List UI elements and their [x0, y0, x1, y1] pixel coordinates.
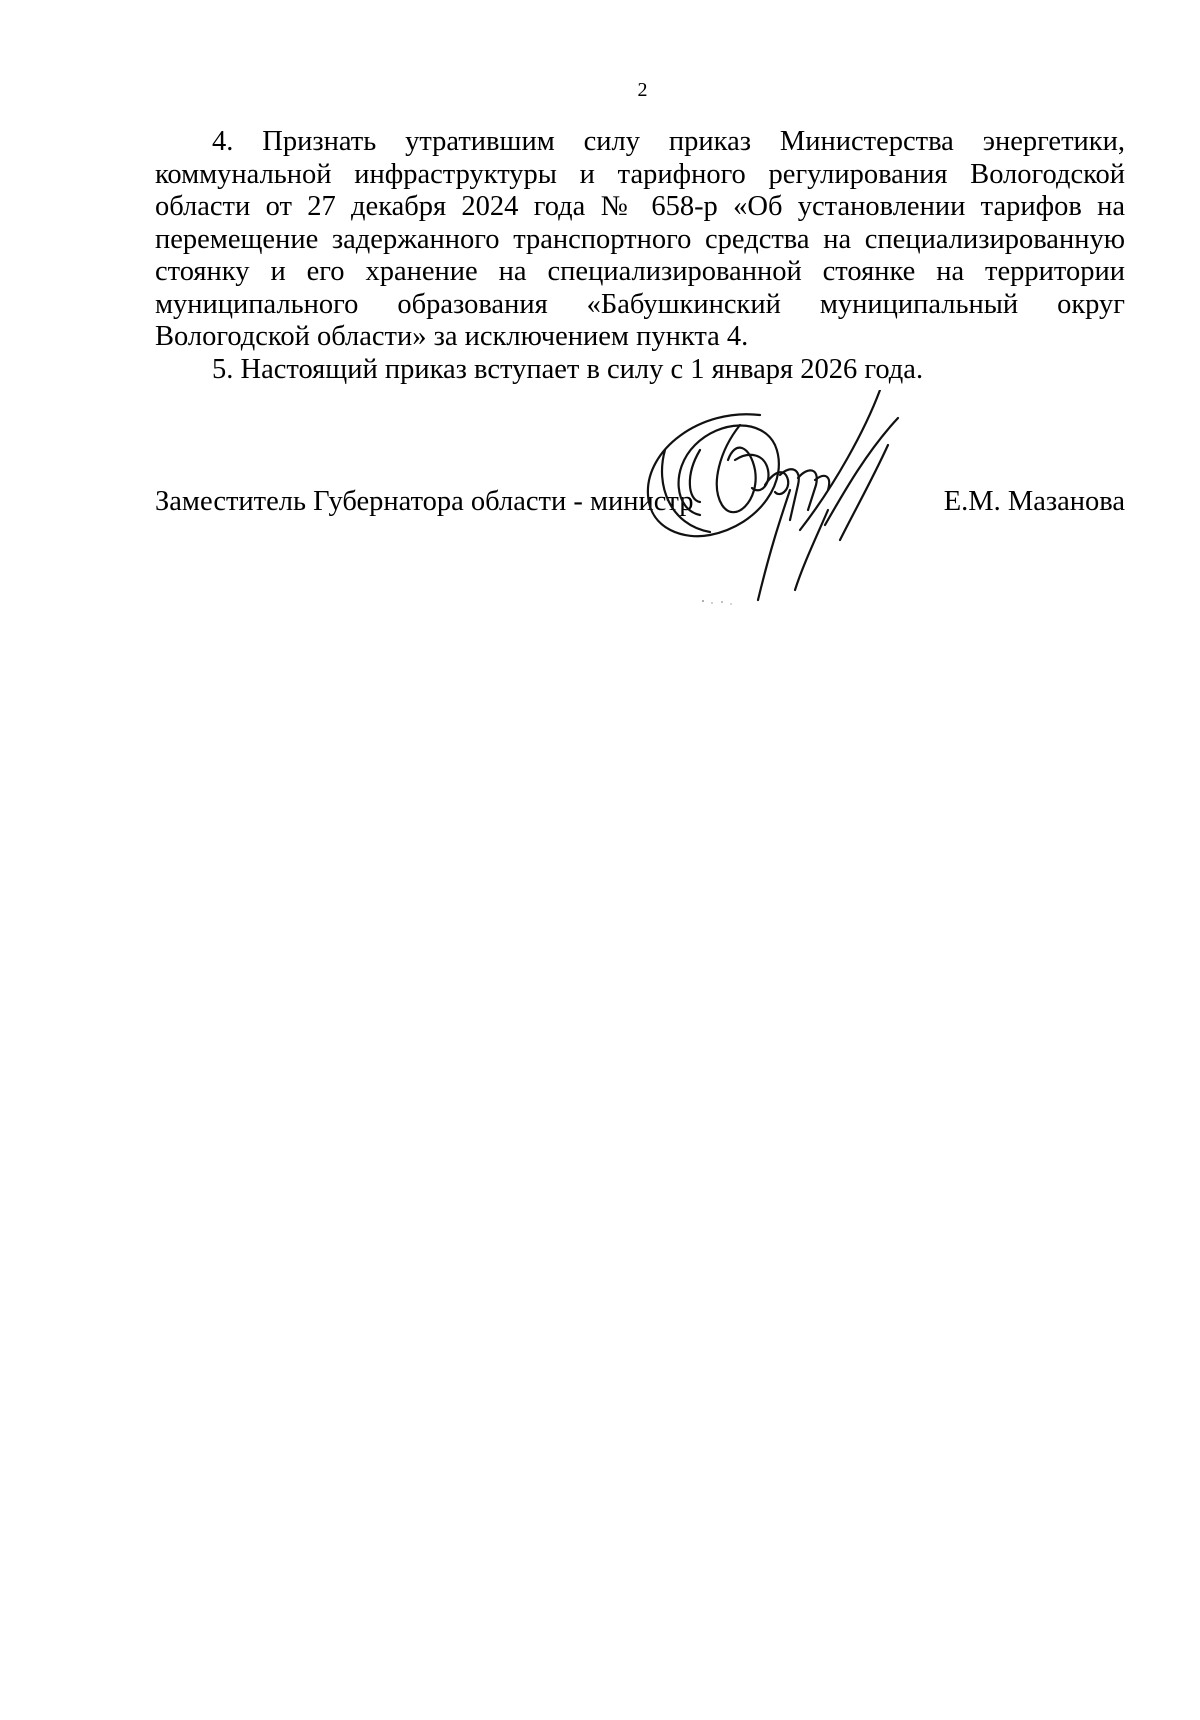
paragraph-item-5: 5. Настоящий приказ вступает в силу с 1 января 2026 года.	[212, 353, 924, 385]
handwritten-signature	[640, 390, 970, 610]
scan-specks	[700, 598, 760, 618]
signer-name: Е.М. Мазанова	[943, 486, 1125, 517]
paragraph-item-4: 4. Признать утратившим силу приказ Министерства энергетики, коммунальной инфраструктуры и тарифного регулирования Вологодской области от 27 декабря 2024 года № 658-р «Об установлении тарифов на перемещение задержанного транспортного средства на специализированную стоянку и его хранение на специализированной стоянке на территории муниципального образования «Бабушкинский муниципальный округ Вологодской области» за исключением пункта 4.	[155, 126, 1125, 352]
page-number: 2	[637, 79, 648, 101]
signer-position-title: Заместитель Губернатора области - министр	[155, 486, 694, 517]
document-body	[155, 126, 1125, 386]
